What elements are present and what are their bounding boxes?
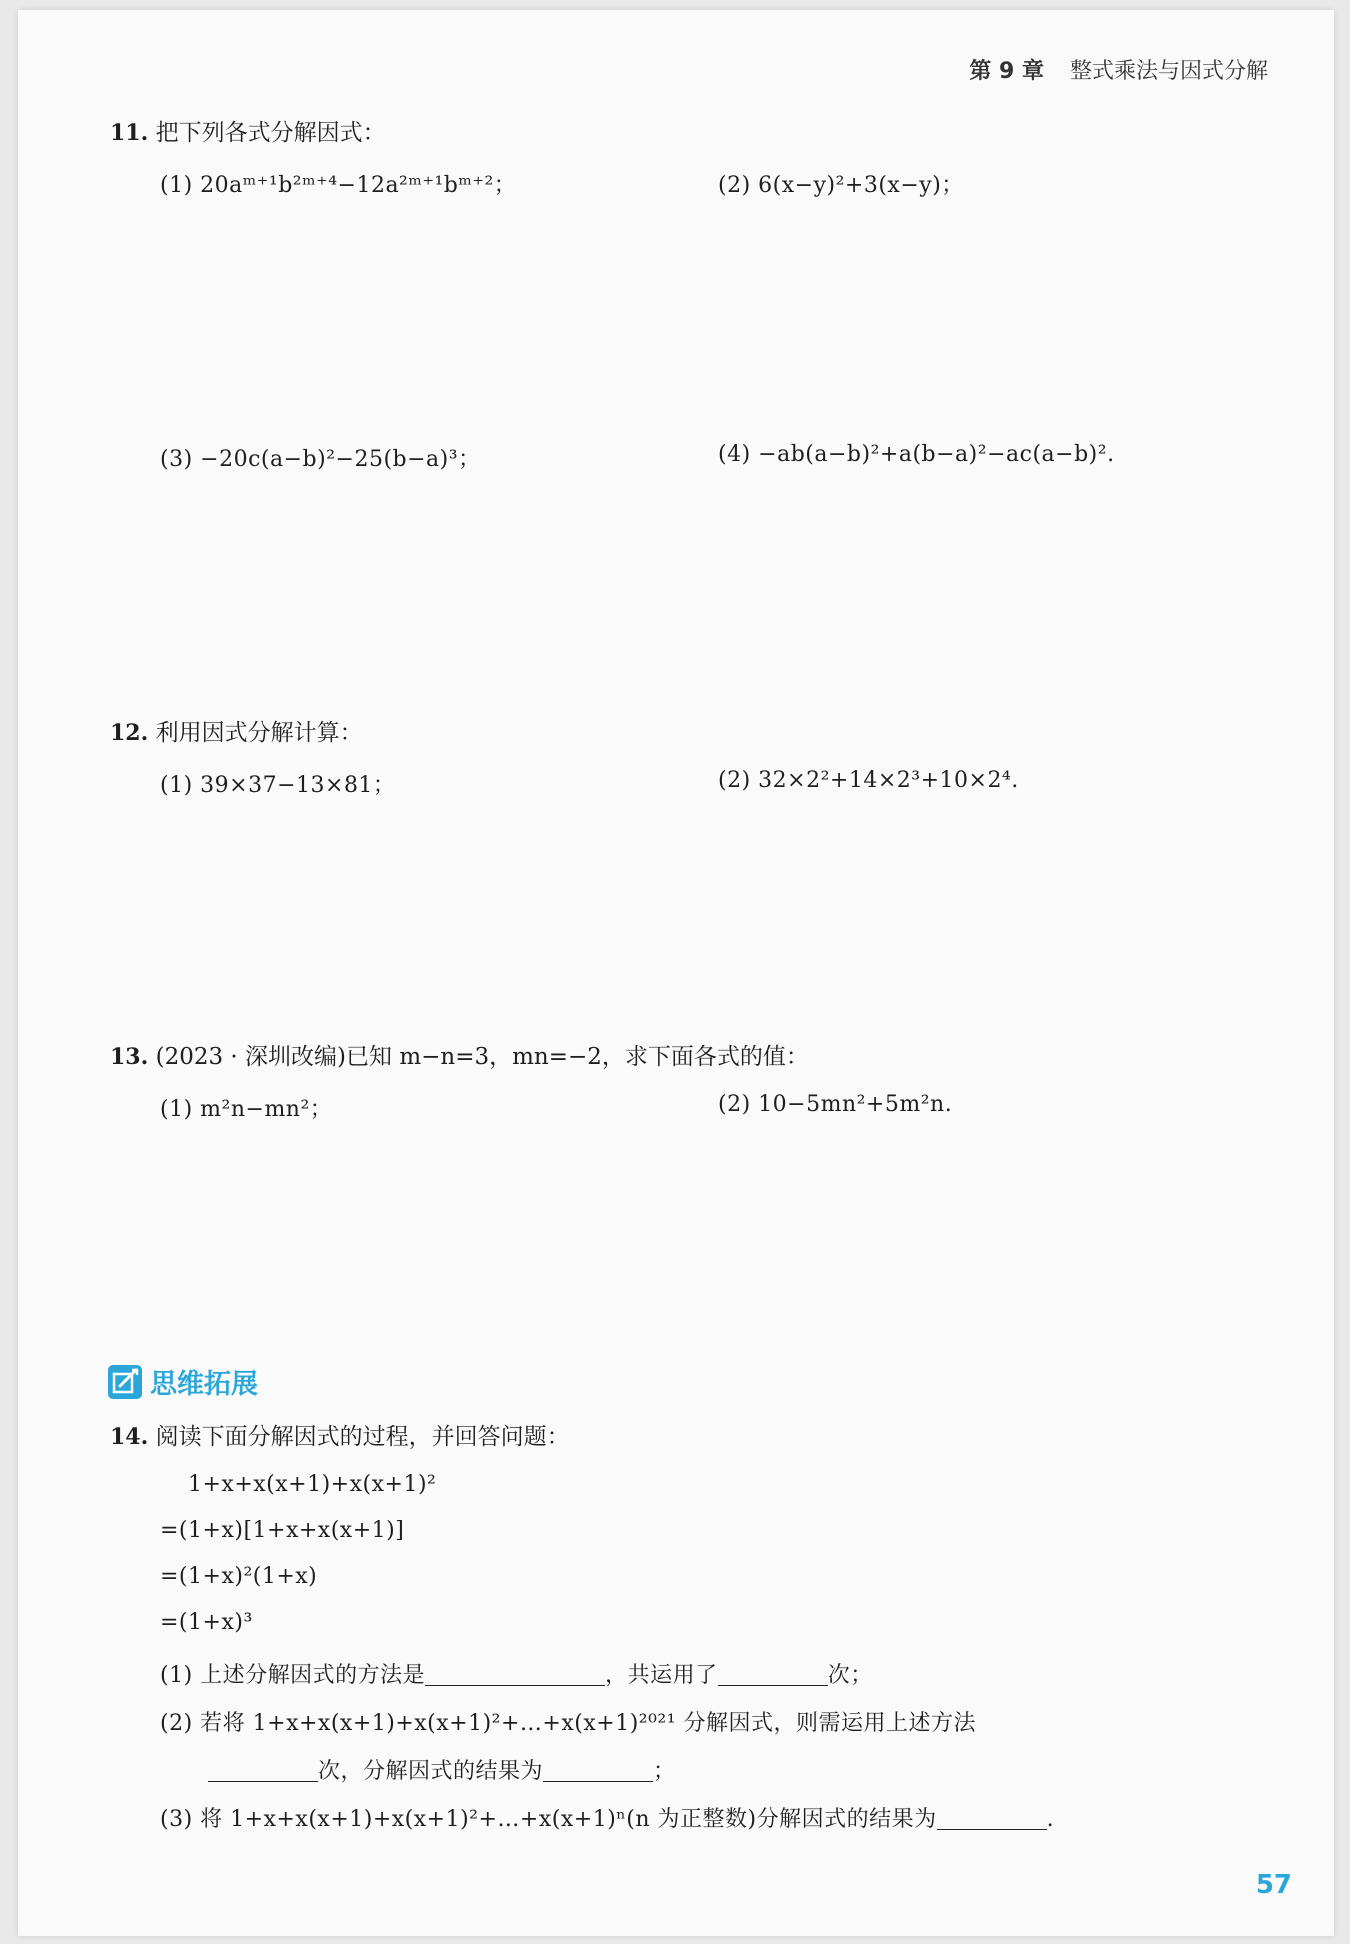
q14-step-1: 1+x+x(x+1)+x(x+1)² (188, 1472, 437, 1497)
question-number: 12. (110, 720, 149, 746)
section-heading (108, 1362, 258, 1401)
section-title: 思维拓展 (150, 1369, 258, 1400)
page-header (969, 54, 1268, 85)
answer-blank[interactable] (543, 1759, 653, 1782)
question-number: 14. (110, 1424, 149, 1450)
answer-blank[interactable] (208, 1759, 318, 1782)
question-12-stem (110, 720, 363, 748)
question-14-stem (110, 1424, 570, 1452)
answer-blank[interactable] (937, 1807, 1047, 1830)
question-number: 13. (110, 1044, 149, 1070)
q12-part-1: (1) 39×37−13×81； (160, 773, 396, 798)
part-text: ，共运用了 (605, 1663, 718, 1688)
q14-part-1 (160, 1658, 873, 1689)
thinking-extension-icon (108, 1365, 142, 1399)
answer-blank[interactable] (718, 1663, 828, 1686)
part-text: 次； (827, 1663, 873, 1688)
question-number: 11. (110, 120, 149, 146)
q11-part-2: (2) 6(x−y)²+3(x−y)； (718, 173, 964, 198)
q14-part-2-cont (208, 1754, 676, 1785)
page (18, 10, 1334, 1936)
answer-blank[interactable] (425, 1663, 605, 1686)
q14-step-4: =(1+x)³ (160, 1610, 253, 1635)
q11-part-1: (1) 20aᵐ⁺¹b²ᵐ⁺⁴−12a²ᵐ⁺¹bᵐ⁺²； (160, 173, 517, 198)
question-13-stem (110, 1044, 809, 1072)
question-text: 利用因式分解计算： (155, 720, 363, 746)
part-text: (2) 若将 1+x+x(x+1)+x(x+1)²+…+x(x+1)²⁰²¹ 分解因式，则需运用上述方法 (160, 1711, 977, 1736)
part-text: (3) 将 1+x+x(x+1)+x(x+1)²+…+x(x+1)ⁿ(n 为正整数)分解因式的结果为 (160, 1807, 937, 1832)
question-text: (2023 · 深圳改编)已知 m−n=3，mn=−2，求下面各式的值： (155, 1044, 809, 1070)
q11-part-4: (4) −ab(a−b)²+a(b−a)²−ac(a−b)². (718, 442, 1115, 467)
part-text: 次，分解因式的结果为 (318, 1759, 544, 1784)
q13-part-2: (2) 10−5mn²+5m²n. (718, 1092, 953, 1117)
part-text: . (1046, 1807, 1055, 1832)
question-text: 把下列各式分解因式： (155, 120, 386, 146)
q14-step-2: =(1+x)[1+x+x(x+1)] (160, 1518, 405, 1543)
question-11-stem (110, 120, 386, 148)
chapter-label: 第 9 章 (969, 59, 1044, 84)
chapter-title: 整式乘法与因式分解 (1069, 59, 1268, 84)
part-text: ； (653, 1759, 676, 1784)
q14-part-2 (160, 1706, 976, 1737)
q14-part-3 (160, 1802, 1054, 1833)
q11-part-3: (3) −20c(a−b)²−25(b−a)³； (160, 447, 481, 472)
question-text: 阅读下面分解因式的过程，并回答问题： (155, 1424, 570, 1450)
part-text: (1) 上述分解因式的方法是 (160, 1663, 426, 1688)
q14-step-3: =(1+x)²(1+x) (160, 1564, 318, 1589)
q13-part-1: (1) m²n−mn²； (160, 1097, 333, 1122)
q12-part-2: (2) 32×2²+14×2³+10×2⁴. (718, 768, 1019, 793)
page-number: 57 (1255, 1870, 1292, 1900)
